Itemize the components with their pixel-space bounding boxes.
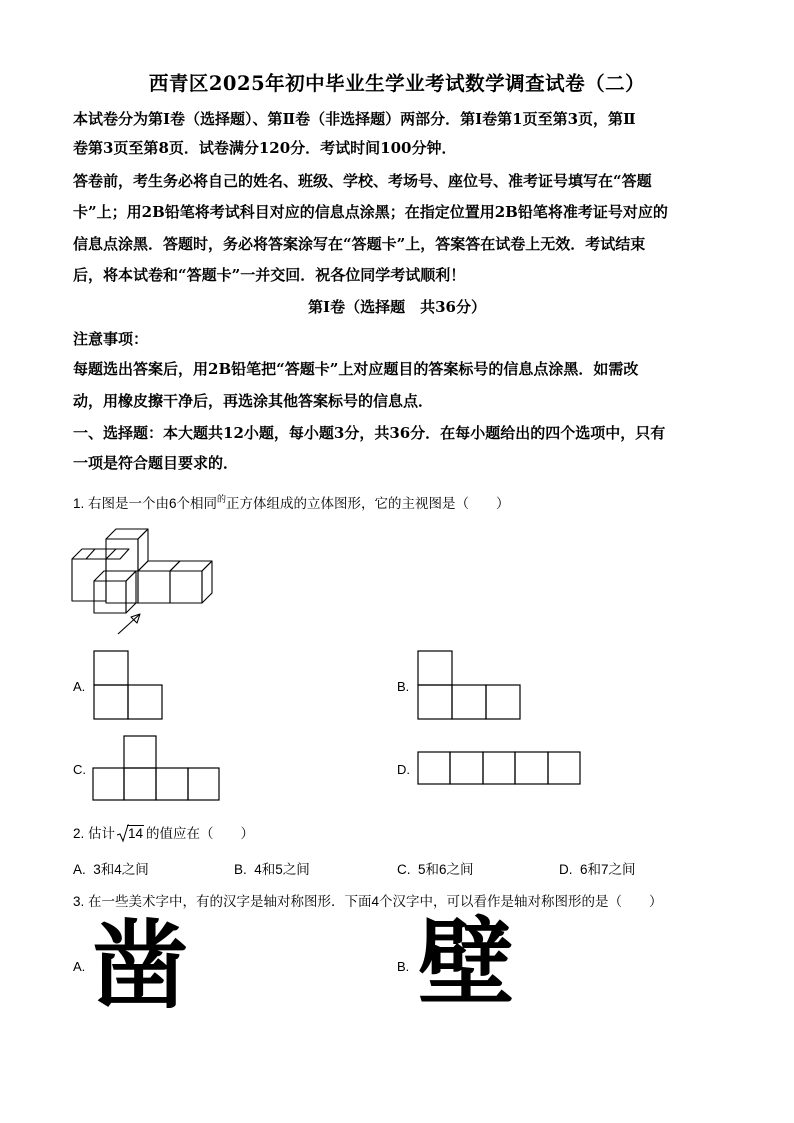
exam-title: 西青区2025年初中毕业生学业考试数学调查试卷（二） [148, 72, 646, 95]
intro-line-3: 答卷前，考生务必将自己的姓名、班级、学校、考场号、座位号、准考证号填写在“答题 [73, 172, 652, 190]
sqrt-expression [117, 826, 144, 841]
q2-option-c-label: C. [397, 862, 411, 877]
q1-text-before: 1. 右图是一个由6个相同 [73, 496, 218, 511]
q1-option-c-figure[interactable] [92, 735, 222, 803]
view-direction-arrow [118, 614, 140, 634]
q2-option-a-text: 3和4之间 [93, 862, 149, 877]
q1-option-d-label[interactable]: D. [397, 762, 410, 777]
part-one-line-2: 一项是符合题目要求的． [73, 454, 239, 472]
question-2-text [73, 822, 254, 842]
q2-option-b[interactable] [234, 858, 310, 878]
question-3-text: 3. 在一些美术字中，有的汉字是轴对称图形．下面4个汉字中，可以看作是轴对称图形的是（ ） [73, 894, 663, 909]
q3-option-a-label[interactable]: A. [73, 959, 86, 974]
q2-option-a[interactable] [73, 858, 149, 878]
cube-right-2-front [170, 571, 202, 603]
notice-line-2: 动，用橡皮擦干净后，再选涂其他答案标号的信息点． [73, 392, 434, 410]
q1-option-d-figure[interactable] [417, 751, 583, 785]
intro-line-5: 信息点涂黑．答题时，务必将答案涂写在“答题卡”上，答案答在试卷上无效．考试结束 [73, 235, 646, 253]
q2-option-c-text: 5和6之间 [418, 862, 474, 877]
q2-option-b-text: 4和5之间 [254, 862, 310, 877]
q2-radicand: 14 [128, 826, 144, 841]
q1-option-c-label[interactable]: C. [73, 762, 86, 777]
intro-line-1: 本试卷分为第Ⅰ卷（选择题）、第Ⅱ卷（非选择题）两部分．第Ⅰ卷第1页至第3页，第Ⅱ [73, 110, 636, 128]
cube-top-front [106, 539, 138, 571]
question-1-text [73, 492, 510, 512]
q2-option-c[interactable] [397, 858, 474, 878]
q1-option-a-label[interactable]: A. [73, 679, 86, 694]
q3-option-b-char[interactable]: 壁 [418, 907, 514, 1019]
section-heading: 第Ⅰ卷（选择题 共36分） [308, 298, 486, 316]
radical-sign-icon [117, 824, 129, 844]
q2-text-before: 2. 估计 [73, 826, 116, 841]
cube-back-left-front [72, 559, 106, 601]
cube-middle-front [106, 571, 138, 603]
part-one-line-1: 一、选择题：本大题共12小题，每小题3分，共36分．在每小题给出的四个选项中，只有 [73, 424, 666, 442]
q2-option-d-label: D. [559, 862, 573, 877]
q3-option-a-char[interactable]: 凿 [92, 910, 188, 1022]
notice-line-1: 每题选出答案后，用2B铅笔把“答题卡”上对应题目的答案标号的信息点涂黑．如需改 [73, 360, 639, 378]
cube-solid-figure [68, 534, 218, 638]
notice-title: 注意事项： [73, 330, 149, 348]
q2-option-d-text: 6和7之间 [580, 862, 636, 877]
q1-option-a-figure[interactable] [93, 650, 163, 720]
cube-front-front [94, 581, 126, 613]
q2-option-b-label: B. [234, 862, 247, 877]
q1-option-b-figure[interactable] [417, 650, 523, 720]
q3-option-b-label[interactable]: B. [397, 959, 410, 974]
intro-line-2: 卷第3页至第8页．试卷满分120分．考试时间100分钟． [73, 139, 457, 157]
q1-option-b-label[interactable]: B. [397, 679, 410, 694]
q2-text-after: 的值应在（ ） [146, 826, 255, 841]
intro-line-6: 后，将本试卷和“答题卡”一并交回．祝各位同学考试顺利！ [73, 266, 466, 284]
q2-option-d[interactable] [559, 858, 636, 878]
q1-stray-char: 的 [217, 494, 227, 504]
intro-line-4: 卡”上；用2B铅笔将考试科目对应的信息点涂黑；在指定位置用2B铅笔将准考证号对应的 [73, 203, 668, 221]
q1-text-after: 正方体组成的立体图形，它的主视图是（ ） [226, 496, 510, 511]
q2-option-a-label: A. [73, 862, 86, 877]
cube-right-1-front [138, 571, 170, 603]
